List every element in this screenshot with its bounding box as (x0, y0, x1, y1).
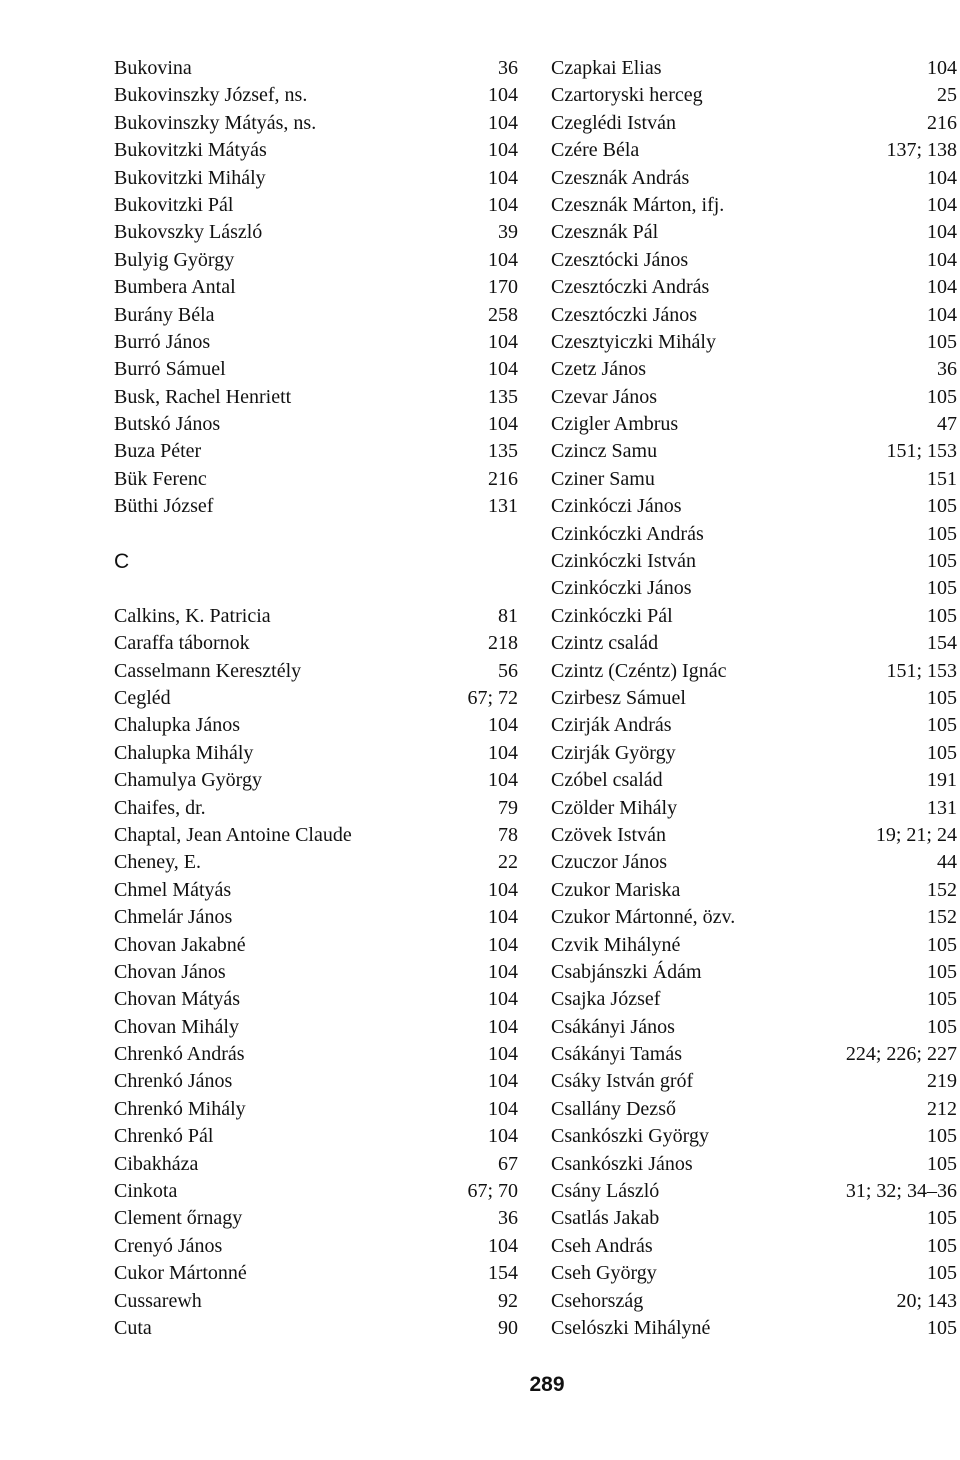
entry-list-b (114, 55, 518, 521)
entry-pages: 212 (927, 1097, 957, 1120)
entry-name: Csehország (551, 1289, 644, 1312)
entry-pages: 67; 70 (467, 1180, 518, 1203)
entry-name: Burró Sámuel (114, 358, 226, 381)
entry-name: Busk, Rachel Henriett (114, 385, 292, 408)
entry-pages: 104 (488, 741, 518, 764)
index-entry (551, 630, 957, 657)
entry-name: Csankószki György (551, 1125, 709, 1148)
index-entry (551, 767, 957, 794)
entry-pages: 39 (498, 221, 518, 244)
index-entry (114, 904, 518, 931)
index-entry (551, 302, 957, 329)
entry-pages: 105 (927, 604, 957, 627)
index-entry (551, 219, 957, 246)
entry-name: Bulyig György (114, 248, 235, 271)
index-entry (114, 384, 518, 411)
entry-name: Czesznák Pál (551, 221, 659, 244)
entry-pages: 104 (488, 330, 518, 353)
entry-name: Chovan Mátyás (114, 988, 241, 1011)
entry-pages: 218 (488, 632, 518, 655)
index-entry (551, 1315, 957, 1342)
entry-name: Bukovitzki Pál (114, 193, 234, 216)
entry-pages: 219 (927, 1070, 957, 1093)
index-entry (551, 411, 957, 438)
entry-pages: 170 (488, 276, 518, 299)
entry-name: Czövek István (551, 823, 666, 846)
entry-name: Czincz Samu (551, 440, 658, 463)
index-entry (114, 55, 518, 82)
entry-pages: 22 (498, 851, 518, 874)
entry-pages: 105 (927, 1015, 957, 1038)
entry-name: Czinkóczki István (551, 550, 696, 573)
entry-pages: 105 (927, 960, 957, 983)
entry-name: Chovan Mihály (114, 1015, 239, 1038)
index-entry (114, 959, 518, 986)
entry-pages: 105 (927, 1125, 957, 1148)
index-entry (551, 521, 957, 548)
index-entry (114, 1151, 518, 1178)
entry-pages: 104 (927, 166, 957, 189)
entry-pages: 105 (927, 988, 957, 1011)
entry-pages: 104 (488, 933, 518, 956)
index-entry (551, 110, 957, 137)
entry-name: Butskó János (114, 413, 221, 436)
entry-name: Chamulya György (114, 769, 262, 792)
index-entry (551, 959, 957, 986)
index-entry (551, 1260, 957, 1287)
index-entry (551, 1205, 957, 1232)
index-entry (114, 630, 518, 657)
index-entry (551, 1041, 957, 1068)
index-entry (114, 438, 518, 465)
entry-pages: 104 (927, 276, 957, 299)
entry-name: Chmel Mátyás (114, 878, 232, 901)
index-entry (551, 904, 957, 931)
index-entry (114, 466, 518, 493)
entry-name: Czesznák András (551, 166, 690, 189)
index-entry (551, 356, 957, 383)
entry-name: Cegléd (114, 686, 171, 709)
index-entry (551, 1123, 957, 1150)
entry-name: Bukovitzki Mihály (114, 166, 266, 189)
entry-name: Cseh András (551, 1234, 653, 1257)
entry-pages: 105 (927, 522, 957, 545)
entry-pages: 104 (488, 1043, 518, 1066)
index-entry (114, 329, 518, 356)
entry-pages: 105 (927, 495, 957, 518)
entry-pages: 20; 143 (896, 1289, 957, 1312)
entry-pages: 135 (488, 440, 518, 463)
entry-pages: 104 (488, 1070, 518, 1093)
index-entry (114, 1096, 518, 1123)
index-entry (551, 1178, 957, 1205)
entry-pages: 67 (498, 1152, 518, 1175)
entry-name: Caraffa tábornok (114, 632, 250, 655)
entry-pages: 105 (927, 577, 957, 600)
entry-pages: 258 (488, 303, 518, 326)
entry-pages: 137; 138 (886, 139, 957, 162)
entry-pages: 104 (488, 166, 518, 189)
entry-pages: 104 (488, 1125, 518, 1148)
index-entry (114, 658, 518, 685)
index-entry (551, 822, 957, 849)
entry-name: Czirják András (551, 714, 672, 737)
entry-pages: 104 (488, 1097, 518, 1120)
index-entry (114, 411, 518, 438)
index-entry (114, 274, 518, 301)
index-entry (114, 932, 518, 959)
index-entry (114, 849, 518, 876)
index-entry (551, 247, 957, 274)
index-entry (551, 137, 957, 164)
entry-pages: 131 (927, 796, 957, 819)
entry-name: Chrenkó András (114, 1043, 245, 1066)
section-heading-c: C (114, 550, 130, 574)
entry-pages: 104 (488, 714, 518, 737)
entry-name: Cussarewh (114, 1289, 202, 1312)
entry-name: Czesztyiczki Mihály (551, 330, 716, 353)
entry-pages: 105 (927, 686, 957, 709)
index-column-left (114, 55, 518, 1342)
entry-pages: 56 (498, 659, 518, 682)
entry-pages: 151 (927, 467, 957, 490)
entry-pages: 81 (498, 604, 518, 627)
index-entry (551, 849, 957, 876)
entry-name: Chrenkó Pál (114, 1125, 214, 1148)
entry-pages: 104 (488, 358, 518, 381)
entry-pages: 135 (488, 385, 518, 408)
entry-pages: 36 (498, 1207, 518, 1230)
entry-name: Czevar János (551, 385, 658, 408)
index-entry (551, 493, 957, 520)
index-entry (114, 822, 518, 849)
index-entry (551, 1068, 957, 1095)
entry-pages: 104 (488, 193, 518, 216)
entry-pages: 25 (937, 84, 957, 107)
index-entry (551, 740, 957, 767)
index-entry (114, 1288, 518, 1315)
entry-pages: 31; 32; 34–36 (845, 1180, 957, 1203)
entry-pages: 47 (937, 413, 957, 436)
entry-name: Bumbera Antal (114, 276, 236, 299)
entry-name: Chrenkó János (114, 1070, 233, 1093)
entry-pages: 105 (927, 1262, 957, 1285)
entry-name: Czetz János (551, 358, 646, 381)
index-entry (551, 1151, 957, 1178)
entry-name: Czinkóczki Pál (551, 604, 673, 627)
entry-name: Csáky István gróf (551, 1070, 694, 1093)
index-entry (551, 658, 957, 685)
entry-name: Csákányi János (551, 1015, 675, 1038)
entry-name: Czére Béla (551, 139, 640, 162)
entry-pages: 105 (927, 1316, 957, 1339)
entry-pages: 151; 153 (886, 659, 957, 682)
entry-name: Czvik Mihályné (551, 933, 681, 956)
entry-pages: 154 (927, 632, 957, 655)
index-entry (114, 219, 518, 246)
entry-pages: 105 (927, 741, 957, 764)
index-entry (114, 1205, 518, 1232)
index-entry (114, 712, 518, 739)
index-entry (551, 165, 957, 192)
entry-pages: 105 (927, 385, 957, 408)
section-c (114, 603, 518, 1343)
entry-name: Czesztóczki János (551, 303, 698, 326)
entry-pages: 104 (488, 769, 518, 792)
index-entry (114, 247, 518, 274)
index-entry (114, 192, 518, 219)
entry-name: Chalupka Mihály (114, 741, 254, 764)
entry-name: Cinkota (114, 1180, 178, 1203)
index-entry (114, 767, 518, 794)
index-entry (551, 438, 957, 465)
entry-name: Czinkóczki András (551, 522, 704, 545)
entry-name: Czesznák Márton, ifj. (551, 193, 725, 216)
entry-pages: 216 (488, 467, 518, 490)
index-entry (551, 55, 957, 82)
page-number-wrap (0, 1373, 960, 1397)
entry-pages: 104 (488, 413, 518, 436)
entry-name: Casselmann Keresztély (114, 659, 302, 682)
entry-name: Cukor Mártonné (114, 1262, 247, 1285)
entry-name: Czukor Mariska (551, 878, 681, 901)
index-entry (114, 493, 518, 520)
entry-name: Csankószki János (551, 1152, 693, 1175)
entry-name: Cselószki Mihályné (551, 1316, 711, 1339)
entry-pages: 152 (927, 878, 957, 901)
index-entry (114, 986, 518, 1013)
entry-pages: 104 (927, 248, 957, 271)
entry-pages: 105 (927, 933, 957, 956)
entry-name: Bukovina (114, 57, 192, 79)
index-entry (114, 82, 518, 109)
entry-pages: 36 (937, 358, 957, 381)
entry-name: Czukor Mártonné, özv. (551, 906, 736, 929)
entry-name: Chalupka János (114, 714, 241, 737)
index-entry (114, 1233, 518, 1260)
index-entry (551, 1288, 957, 1315)
index-entry (114, 356, 518, 383)
entry-name: Chovan Jakabné (114, 933, 246, 956)
index-entry (114, 137, 518, 164)
entry-pages: 104 (488, 248, 518, 271)
entry-name: Czintz család (551, 632, 659, 655)
entry-name: Czesztóczki András (551, 276, 710, 299)
entry-name: Burró János (114, 330, 211, 353)
entry-name: Czóbel család (551, 769, 663, 792)
index-entry (114, 1041, 518, 1068)
entry-pages: 105 (927, 714, 957, 737)
index-entry (551, 329, 957, 356)
index-entry (551, 82, 957, 109)
entry-name: Czeglédi István (551, 111, 676, 134)
index-entry (114, 302, 518, 329)
index-entry (551, 932, 957, 959)
index-entry (551, 986, 957, 1013)
index-entry (114, 603, 518, 630)
index-entry (551, 712, 957, 739)
index-entry (114, 1068, 518, 1095)
entry-pages: 105 (927, 1234, 957, 1257)
entry-list-c (114, 603, 518, 1343)
entry-pages: 105 (927, 330, 957, 353)
entry-name: Chmelár János (114, 906, 233, 929)
index-entry (114, 877, 518, 904)
entry-name: Cseh György (551, 1262, 657, 1285)
entry-pages: 104 (488, 906, 518, 929)
entry-pages: 19; 21; 24 (875, 823, 957, 846)
entry-pages: 154 (488, 1262, 518, 1285)
page-number: 289 (529, 1373, 565, 1396)
entry-pages: 105 (927, 550, 957, 573)
entry-pages: 105 (927, 1152, 957, 1175)
index-entry (551, 384, 957, 411)
index-entry (114, 110, 518, 137)
index-entry (551, 1014, 957, 1041)
index-entry (114, 1260, 518, 1287)
entry-name: Csákányi Tamás (551, 1043, 682, 1066)
index-entry (114, 165, 518, 192)
entry-name: Czinkóczki János (551, 577, 692, 600)
entry-pages: 104 (927, 193, 957, 216)
entry-name: Cheney, E. (114, 851, 202, 874)
entry-name: Cuta (114, 1316, 152, 1339)
index-entry (114, 795, 518, 822)
entry-pages: 151; 153 (886, 440, 957, 463)
entry-pages: 191 (927, 769, 957, 792)
entry-pages: 104 (488, 878, 518, 901)
entry-name: Bukovinszky Mátyás, ns. (114, 111, 317, 134)
index-entry (551, 877, 957, 904)
index-entry (551, 575, 957, 602)
index-entry (551, 466, 957, 493)
entry-pages: 104 (927, 303, 957, 326)
index-entry (114, 1014, 518, 1041)
entry-pages: 216 (927, 111, 957, 134)
entry-pages: 104 (927, 57, 957, 79)
entry-pages: 92 (498, 1289, 518, 1312)
entry-name: Czölder Mihály (551, 796, 678, 819)
entry-pages: 90 (498, 1316, 518, 1339)
index-column-right (551, 55, 957, 1342)
entry-name: Czesztócki János (551, 248, 689, 271)
entry-name: Cibakháza (114, 1152, 199, 1175)
entry-pages: 224; 226; 227 (845, 1043, 957, 1066)
index-entry (114, 740, 518, 767)
entry-name: Czapkai Elias (551, 57, 662, 79)
entry-name: Bukovitzki Mátyás (114, 139, 267, 162)
entry-pages: 104 (488, 111, 518, 134)
entry-name: Clement őrnagy (114, 1207, 243, 1230)
section-b (114, 55, 518, 521)
entry-name: Burány Béla (114, 303, 215, 326)
entry-name: Csallány Dezső (551, 1097, 676, 1120)
entry-name: Czintz (Czéntz) Ignác (551, 659, 727, 682)
index-entry (551, 192, 957, 219)
entry-name: Büthi József (114, 495, 214, 518)
entry-name: Bukovszky László (114, 221, 263, 244)
entry-name: Czinkóczi János (551, 495, 682, 518)
entry-name: Cziner Samu (551, 467, 655, 490)
entry-name: Czartoryski herceg (551, 84, 703, 107)
index-entry (551, 548, 957, 575)
entry-name: Chaptal, Jean Antoine Claude (114, 823, 352, 846)
entry-name: Czuczor János (551, 851, 668, 874)
entry-pages: 104 (488, 84, 518, 107)
entry-pages: 104 (488, 1015, 518, 1038)
entry-pages: 104 (488, 139, 518, 162)
index-entry (551, 274, 957, 301)
entry-name: Buza Péter (114, 440, 202, 463)
entry-name: Csabjánszki Ádám (551, 960, 702, 983)
index-entry (114, 1123, 518, 1150)
entry-name: Bük Ferenc (114, 467, 207, 490)
index-entry (551, 1096, 957, 1123)
entry-name: Czigler Ambrus (551, 413, 679, 436)
entry-name: Calkins, K. Patricia (114, 604, 271, 627)
entry-pages: 67; 72 (467, 686, 518, 709)
entry-pages: 105 (927, 1207, 957, 1230)
entry-pages: 104 (488, 960, 518, 983)
index-entry (551, 603, 957, 630)
index-entry (114, 1178, 518, 1205)
entry-name: Czirbesz Sámuel (551, 686, 686, 709)
entry-pages: 152 (927, 906, 957, 929)
entry-name: Csajka József (551, 988, 661, 1011)
entry-pages: 36 (498, 57, 518, 79)
entry-pages: 104 (927, 221, 957, 244)
entry-name: Csány László (551, 1180, 660, 1203)
index-entry (551, 685, 957, 712)
entry-pages: 44 (937, 851, 957, 874)
entry-name: Csatlás Jakab (551, 1207, 660, 1230)
entry-pages: 131 (488, 495, 518, 518)
entry-name: Chrenkó Mihály (114, 1097, 246, 1120)
index-entry (551, 795, 957, 822)
index-entry (114, 685, 518, 712)
entry-name: Czirják György (551, 741, 676, 764)
entry-pages: 78 (498, 823, 518, 846)
index-entry (114, 1315, 518, 1342)
entry-name: Chovan János (114, 960, 226, 983)
entry-name: Chaifes, dr. (114, 796, 206, 819)
entry-pages: 79 (498, 796, 518, 819)
entry-pages: 104 (488, 1234, 518, 1257)
entry-name: Crenyó János (114, 1234, 223, 1257)
entry-name: Bukovinszky József, ns. (114, 84, 308, 107)
entry-pages: 104 (488, 988, 518, 1011)
index-entry (551, 1233, 957, 1260)
